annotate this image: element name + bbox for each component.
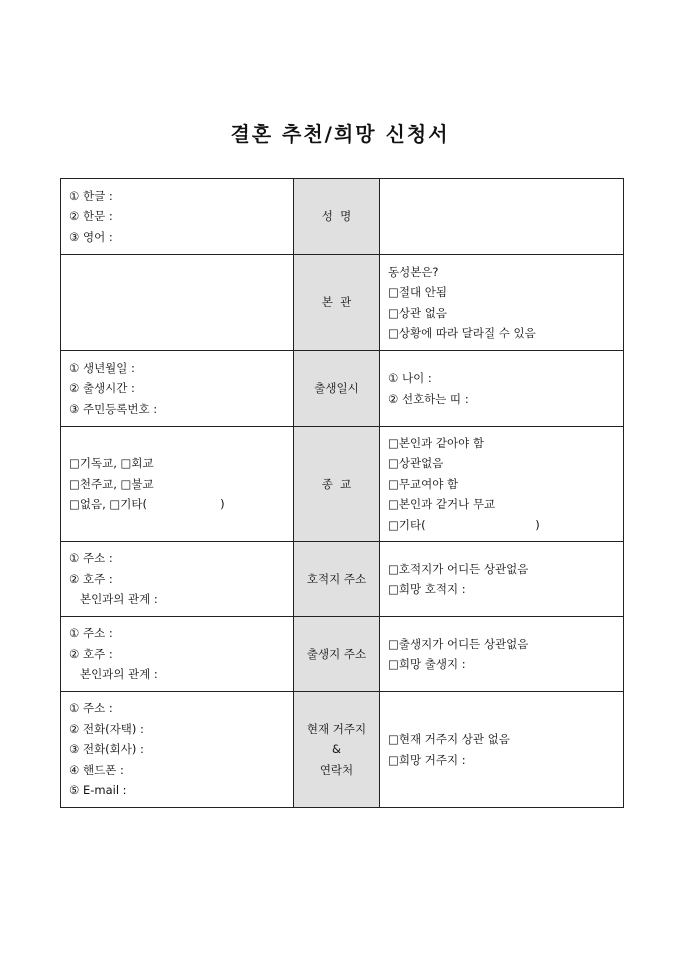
birthplace-head-field: ② 호주 : — [69, 646, 113, 661]
religion-options-cell — [61, 427, 294, 542]
option-preferred-residence[interactable]: □희망 거주지 : — [388, 752, 466, 767]
row-label-religion — [294, 427, 380, 542]
form-row-birth — [61, 351, 624, 427]
home-phone-field: ② 전화(자택) : — [69, 721, 144, 736]
option-preferred-birthplace[interactable]: □희망 출생지 : — [388, 657, 466, 671]
option-same-or-none[interactable]: □본인과 같거나 무교 — [388, 497, 496, 512]
row-label-birthplace — [294, 617, 380, 692]
office-phone-field: ③ 전화(회사) : — [69, 742, 144, 757]
registry-relation-field: 본인과의 관계 : — [69, 592, 158, 607]
document-title: 결혼 추천/희망 신청서 — [230, 122, 450, 146]
row-label-name — [294, 179, 380, 255]
form-row-birthplace — [61, 617, 624, 692]
age-field: ① 나이 : — [388, 371, 432, 385]
form-row-religion — [61, 427, 624, 542]
origin-input-cell[interactable] — [61, 255, 294, 351]
registry-head-field: ② 호주 : — [69, 571, 113, 586]
form-row-residence — [61, 692, 624, 808]
birth-fields-cell — [61, 351, 294, 427]
option-never[interactable]: □절대 안됨 — [388, 285, 447, 299]
name-hanja-field: ② 한문 : — [69, 209, 113, 224]
resident-number-field: ③ 주민등록번호 : — [69, 401, 158, 416]
application-form-table — [60, 178, 624, 808]
name-fields-cell — [61, 179, 294, 255]
birthplace-address-field: ① 주소 : — [69, 626, 113, 641]
option-registry-no-matter[interactable]: □호적지가 어디든 상관없음 — [388, 561, 529, 576]
row-label-text: 출생일시 — [314, 381, 359, 396]
option-birthplace-no-matter[interactable]: □출생지가 어디든 상관없음 — [388, 636, 529, 651]
option-religion-no-matter[interactable]: □상관없음 — [388, 456, 444, 471]
option-depends[interactable]: □상황에 따라 달라질 수 있음 — [388, 326, 536, 340]
religion-option-row[interactable]: □없음, □기타( ) — [69, 497, 225, 512]
birth-time-field: ② 출생시간 : — [69, 381, 135, 396]
birthplace-fields-cell — [61, 617, 294, 692]
option-no-matter[interactable]: □상관 없음 — [388, 305, 447, 320]
preferred-zodiac-field: ② 선호하는 띠 : — [388, 391, 469, 406]
religion-option-row[interactable]: □천주교, □불교 — [69, 476, 154, 491]
origin-preference-cell — [380, 255, 624, 351]
email-field: ⑤ E-mail : — [69, 783, 127, 798]
row-label-text: 성 명 — [321, 209, 352, 224]
row-label-residence — [294, 692, 380, 808]
row-label-birth — [294, 351, 380, 427]
row-label-text: 출생지 주소 — [306, 646, 367, 661]
row-label-registry — [294, 542, 380, 617]
birthplace-relation-field: 본인과의 관계 : — [69, 667, 158, 682]
form-row-registry — [61, 542, 624, 617]
residence-address-field: ① 주소 : — [69, 701, 113, 716]
residence-preference-cell — [380, 692, 624, 808]
row-label-text: 현재 거주지 — [306, 721, 367, 736]
row-label-text: 본 관 — [321, 295, 352, 310]
row-label-text: 연락처 — [319, 762, 354, 777]
religion-option-row[interactable]: □기독교, □회교 — [69, 456, 154, 471]
same-surname-question: 동성본은? — [388, 264, 439, 279]
row-label-text: 호적지 주소 — [306, 571, 367, 586]
mobile-phone-field: ④ 핸드폰 : — [69, 762, 124, 777]
religion-preference-cell — [380, 427, 624, 542]
registry-fields-cell — [61, 542, 294, 617]
name-input-cell[interactable] — [380, 179, 624, 255]
option-same-religion[interactable]: □본인과 같아야 함 — [388, 435, 484, 450]
form-row-name — [61, 179, 624, 255]
row-label-text: 종 교 — [321, 476, 352, 491]
option-preferred-registry[interactable]: □희망 호적지 : — [388, 582, 466, 596]
option-religion-other[interactable]: □기타( ) — [388, 517, 540, 532]
age-preference-cell — [380, 351, 624, 427]
registry-address-field: ① 주소 : — [69, 551, 113, 566]
row-label-origin — [294, 255, 380, 351]
name-korean-field: ① 한글 : — [69, 188, 113, 203]
form-row-origin — [61, 255, 624, 351]
birth-date-field: ① 생년월일 : — [69, 360, 135, 375]
option-no-religion[interactable]: □무교여야 함 — [388, 476, 459, 491]
name-english-field: ③ 영어 : — [69, 229, 113, 244]
row-label-text: & — [332, 742, 341, 757]
registry-preference-cell — [380, 542, 624, 617]
birthplace-preference-cell — [380, 617, 624, 692]
option-residence-no-matter[interactable]: □현재 거주지 상관 없음 — [388, 732, 510, 746]
residence-fields-cell — [61, 692, 294, 808]
